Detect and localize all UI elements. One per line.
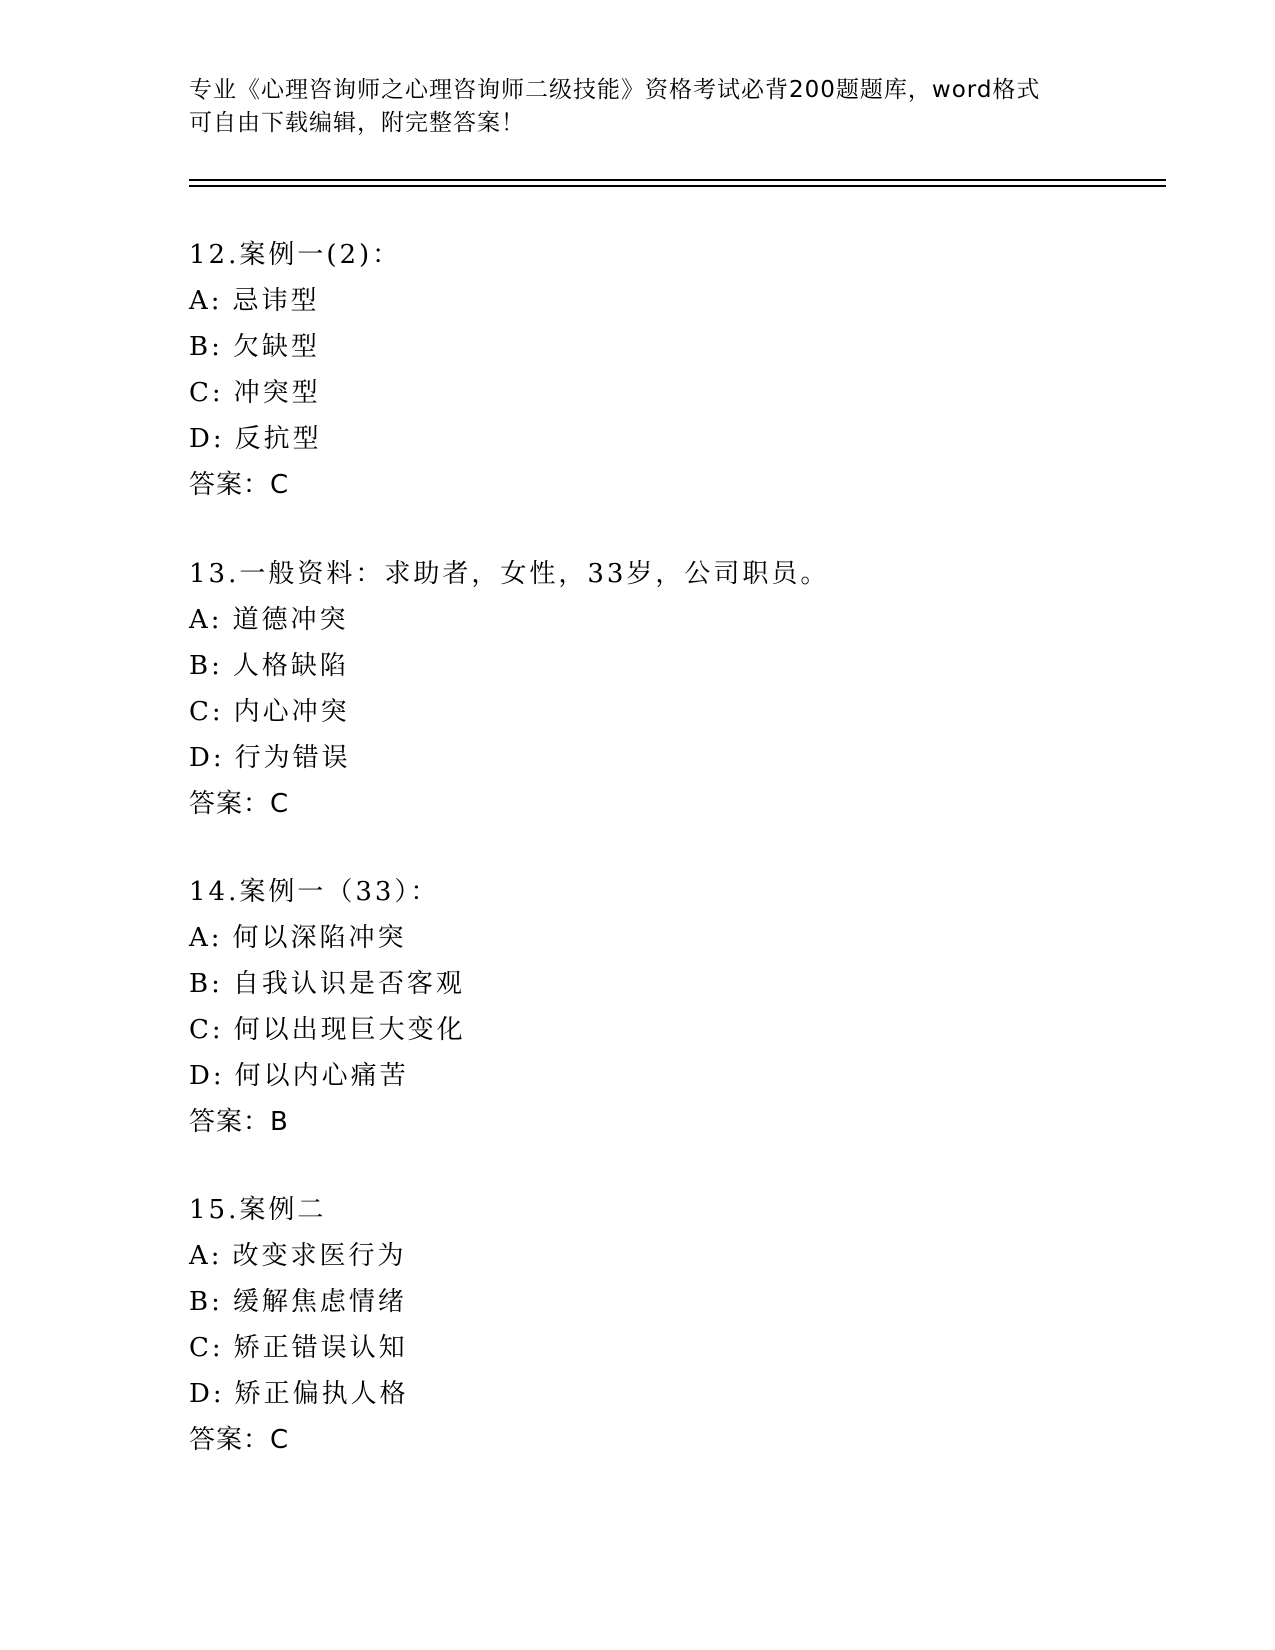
- option-d: [189, 735, 1139, 781]
- option-text: 何以深陷冲突: [232, 923, 407, 953]
- option-text: 人格缺陷: [232, 651, 349, 681]
- option-a: [189, 278, 1139, 324]
- question-block: [189, 869, 1139, 1145]
- question-stem: 14.案例一（33）：: [189, 877, 440, 907]
- option-text: 改变求医行为: [232, 1241, 407, 1271]
- option-letter: A:: [189, 286, 223, 316]
- option-c: [189, 1325, 1139, 1371]
- option-text: 反抗型: [234, 424, 322, 454]
- option-letter: A:: [189, 605, 223, 635]
- question-block: [189, 232, 1139, 508]
- option-a: [189, 915, 1139, 961]
- document-header: [189, 74, 1089, 140]
- option-text: 忌讳型: [232, 286, 320, 316]
- option-letter: B:: [189, 969, 223, 999]
- option-text: 行为错误: [234, 743, 351, 773]
- option-letter: A:: [189, 923, 223, 953]
- option-c: [189, 370, 1139, 416]
- option-text: 道德冲突: [232, 605, 349, 635]
- option-letter: A:: [189, 1241, 223, 1271]
- question-block: [189, 551, 1139, 827]
- option-letter: D:: [189, 1061, 225, 1091]
- header-line-1: 专业《心理咨询师之心理咨询师二级技能》资格考试必背200题题库，word格式: [189, 77, 1041, 103]
- question-block: [189, 1187, 1139, 1463]
- option-letter: D:: [189, 743, 225, 773]
- answer-line: 答案：B: [189, 1107, 289, 1137]
- option-d: [189, 1053, 1139, 1099]
- option-letter: B:: [189, 651, 223, 681]
- answer-line: 答案：C: [189, 789, 290, 819]
- option-text: 缓解焦虑情绪: [232, 1287, 407, 1317]
- option-letter: B:: [189, 1287, 223, 1317]
- option-letter: D:: [189, 1379, 225, 1409]
- option-letter: B:: [189, 332, 223, 362]
- option-text: 内心冲突: [233, 697, 350, 727]
- option-c: [189, 1007, 1139, 1053]
- header-line-2: 可自由下载编辑，附完整答案！: [189, 110, 525, 136]
- option-text: 自我认识是否客观: [232, 969, 465, 999]
- option-text: 冲突型: [233, 378, 321, 408]
- option-letter: C:: [189, 697, 224, 727]
- option-a: [189, 1233, 1139, 1279]
- option-a: [189, 597, 1139, 643]
- option-text: 何以内心痛苦: [234, 1061, 409, 1091]
- option-b: [189, 643, 1139, 689]
- option-text: 矫正错误认知: [233, 1333, 408, 1363]
- option-c: [189, 689, 1139, 735]
- option-text: 何以出现巨大变化: [233, 1015, 466, 1045]
- answer-line: 答案：C: [189, 470, 290, 500]
- option-b: [189, 1279, 1139, 1325]
- option-d: [189, 416, 1139, 462]
- answer-line: 答案：C: [189, 1425, 290, 1455]
- option-letter: C:: [189, 378, 224, 408]
- question-stem: 15.案例二: [189, 1195, 327, 1225]
- option-text: 矫正偏执人格: [234, 1379, 409, 1409]
- option-b: [189, 961, 1139, 1007]
- question-stem: 12.案例一(2)：: [189, 240, 402, 270]
- option-d: [189, 1371, 1139, 1417]
- header-divider-bottom: [189, 185, 1166, 187]
- question-stem: 13.一般资料：求助者，女性，33岁，公司职员。: [189, 559, 830, 589]
- option-text: 欠缺型: [232, 332, 320, 362]
- header-divider-top: [189, 179, 1166, 181]
- option-letter: D:: [189, 424, 225, 454]
- option-letter: C:: [189, 1333, 224, 1363]
- option-letter: C:: [189, 1015, 224, 1045]
- option-b: [189, 324, 1139, 370]
